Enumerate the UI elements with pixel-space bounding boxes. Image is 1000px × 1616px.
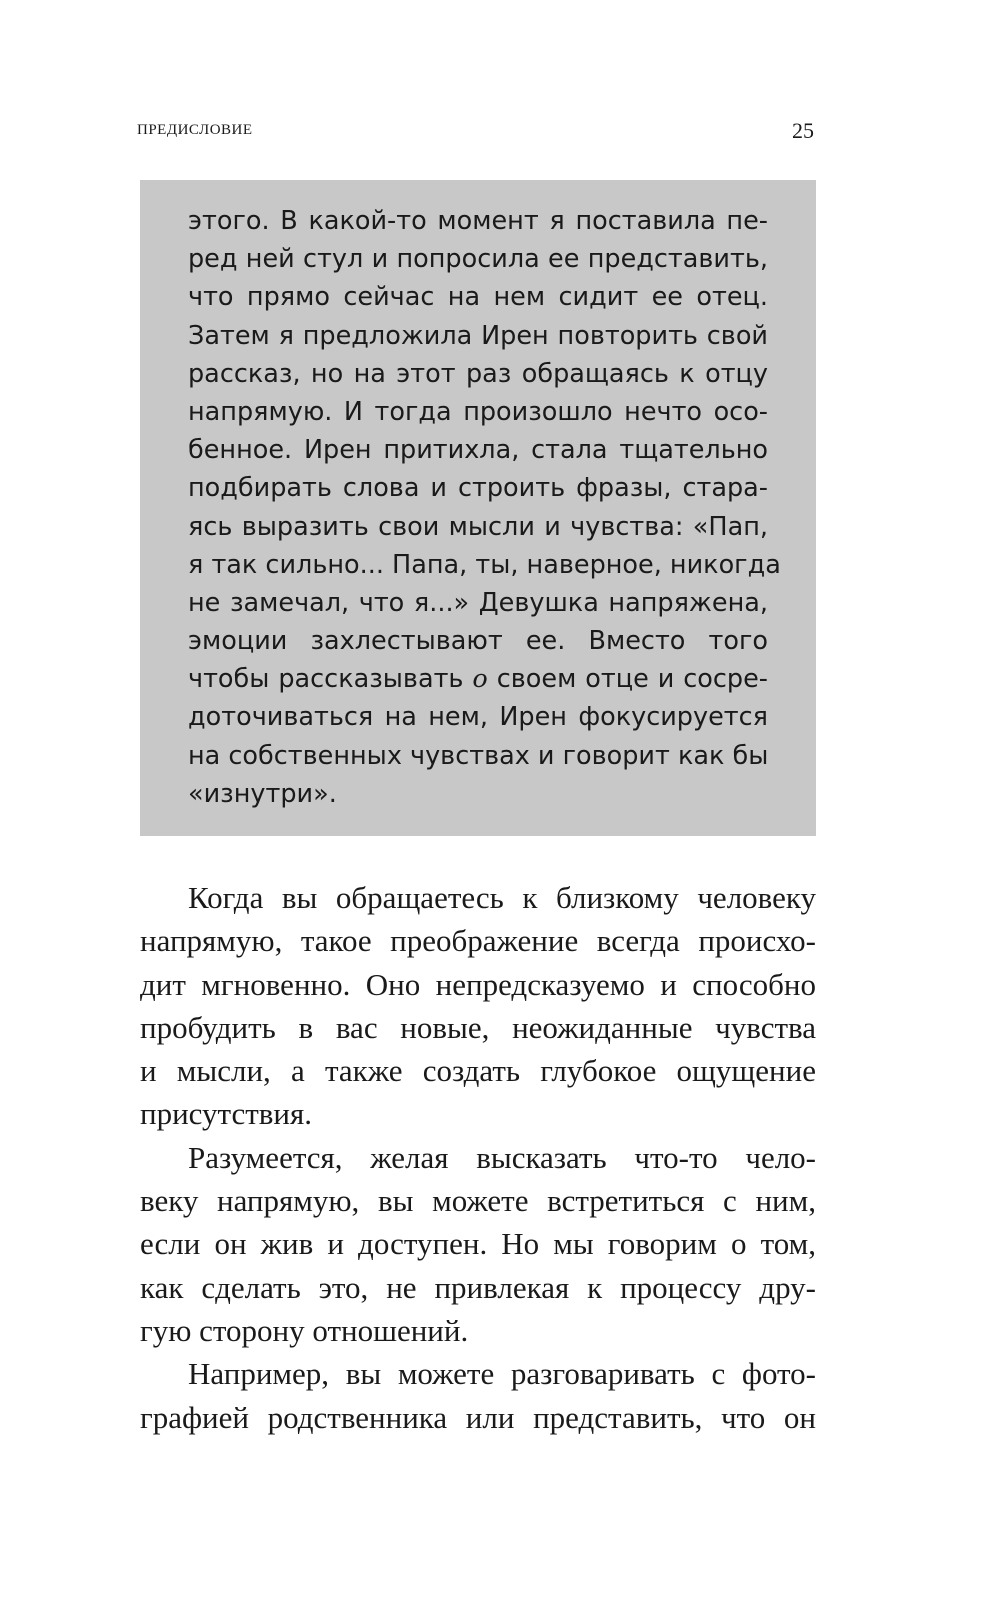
italic-emphasis: о <box>472 664 488 695</box>
box-line: на собственных чувствах и говорит как бы <box>188 740 769 771</box>
box-line: подбирать слова и строить фразы, стара- <box>188 473 768 504</box>
text-line: веку напрямую, вы можете встретиться с ним, <box>140 1183 816 1219</box>
page-number: 25 <box>792 118 814 143</box>
box-line-mixed <box>188 660 768 698</box>
paragraph <box>140 1352 816 1439</box>
paragraph <box>140 876 816 1136</box>
paragraph <box>140 1136 816 1352</box>
text-line: как сделать это, не привлекая к процессу дру- <box>140 1269 816 1305</box>
text-line: Разумеется, желая высказать что-то чело- <box>188 1139 816 1175</box>
box-line: что прямо сейчас на нем сидит ее отец. <box>188 282 768 313</box>
box-text-segment: чтобы рассказывать <box>188 664 464 695</box>
box-text-segment: своем отце и сосре- <box>496 664 768 695</box>
highlighted-example-box <box>140 180 816 836</box>
text-line: напрямую, такое преображение всегда происхо- <box>140 923 816 959</box>
box-line: эмоции захлестывают ее. Вместо того <box>188 626 768 657</box>
box-line: бенное. Ирен притихла, стала тщательно <box>188 435 768 466</box>
text-line: графией родственника или представить, что он <box>140 1399 816 1435</box>
box-line: доточиваться на нем, Ирен фокусируется <box>188 702 768 733</box>
text-line: присутствия. <box>140 1096 312 1132</box>
box-line: «изнутри». <box>188 778 337 809</box>
box-line: Затем я предложила Ирен повторить свой <box>188 320 768 351</box>
box-line: не замечал, что я...» Девушка напряжена, <box>188 587 768 618</box>
box-line: этого. В какой-то момент я поставила пе- <box>188 206 768 236</box>
text-line: если он жив и доступен. Но мы говорим о том, <box>140 1226 816 1262</box>
text-line: дит мгновенно. Оно непредсказуемо и способно <box>140 966 816 1002</box>
box-line: рассказ, но на этот раз обращаясь к отцу <box>188 358 768 389</box>
text-line: и мысли, а также создать глубокое ощущение <box>140 1053 816 1089</box>
body-text <box>140 876 816 1439</box>
box-line: ред ней стул и попросила ее представить, <box>188 244 768 275</box>
box-line: напрямую. И тогда произошло нечто осо- <box>188 396 768 427</box>
box-line: ясь выразить свои мысли и чувства: «Пап, <box>188 511 768 542</box>
running-header: ПРЕДИСЛОВИЕ <box>137 122 253 138</box>
text-line: Когда вы обращаетесь к близкому человеку <box>188 880 816 915</box>
box-line: я так сильно... Папа, ты, наверное, никогда <box>188 549 781 580</box>
text-line: Например, вы можете разговаривать с фото- <box>188 1356 816 1392</box>
text-line: гую сторону отношений. <box>140 1312 469 1348</box>
text-line: пробудить в вас новые, неожиданные чувства <box>140 1009 816 1045</box>
